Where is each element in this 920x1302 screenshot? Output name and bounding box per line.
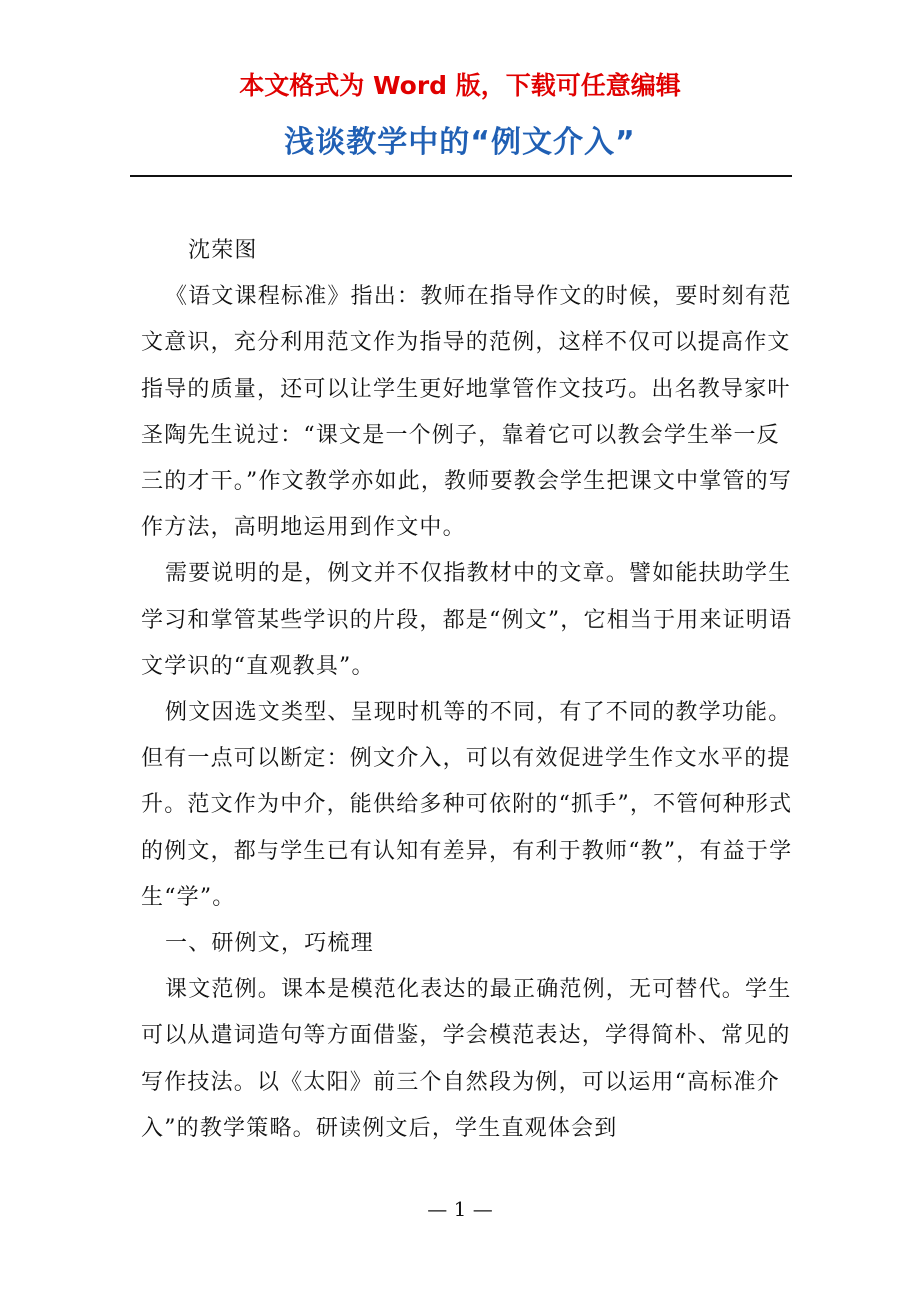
paragraph-example-definition: 需要说明的是，例文并不仅指教材中的文章。譬如能扶助学生学习和掌管某些学识的片段，都是“例文”，它相当于用来证明语文学识的“直观教具”。 [141, 561, 793, 679]
format-notice: 本文格式为 Word 版，下载可任意编辑 [239, 71, 681, 100]
article-title: 浅谈教学中的“例文介入” [284, 125, 636, 160]
page-number: — 1 — [427, 1197, 493, 1221]
title-divider [130, 175, 792, 177]
paragraph-intro: 《语文课程标准》指出：教师在指导作文的时候，要时刻有范文意识，充分利用范文作为指导的范例，这样不仅可以提高作文指导的质量，还可以让学生更好地掌管作文技巧。出名教导家叶圣陶先生说过：“课文是一个例子，靠着它可以教会学生举一反三的才干。”作文教学亦如此，教师要教会学生把课文中掌管的写作方法，高明地运用到作文中。 [141, 284, 793, 541]
paragraph-teaching-function: 例文因选文类型、呈现时机等的不同，有了不同的教学功能。但有一点可以断定：例文介入，可以有效促进学生作文水平的提升。范文作为中介，能供给多种可依附的“抓手”，不管何种形式的例文，都与学生已有认知有差异，有利于教师“教”，有益于学生“学”。 [141, 700, 793, 910]
author-name: 沈荣图 [188, 238, 258, 263]
paragraph-textbook-examples: 课文范例。课本是模范化表达的最正确范例，无可替代。学生可以从遣词造句等方面借鉴，学会模范表达，学得简朴、常见的写作技法。以《太阳》前三个自然段为例，可以运用“高标准介入”的教学策略。研读例文后，学生直观体会到 [141, 977, 792, 1141]
section-heading-1: 一、研例文，巧梳理 [165, 931, 374, 957]
article-body [141, 228, 795, 1152]
